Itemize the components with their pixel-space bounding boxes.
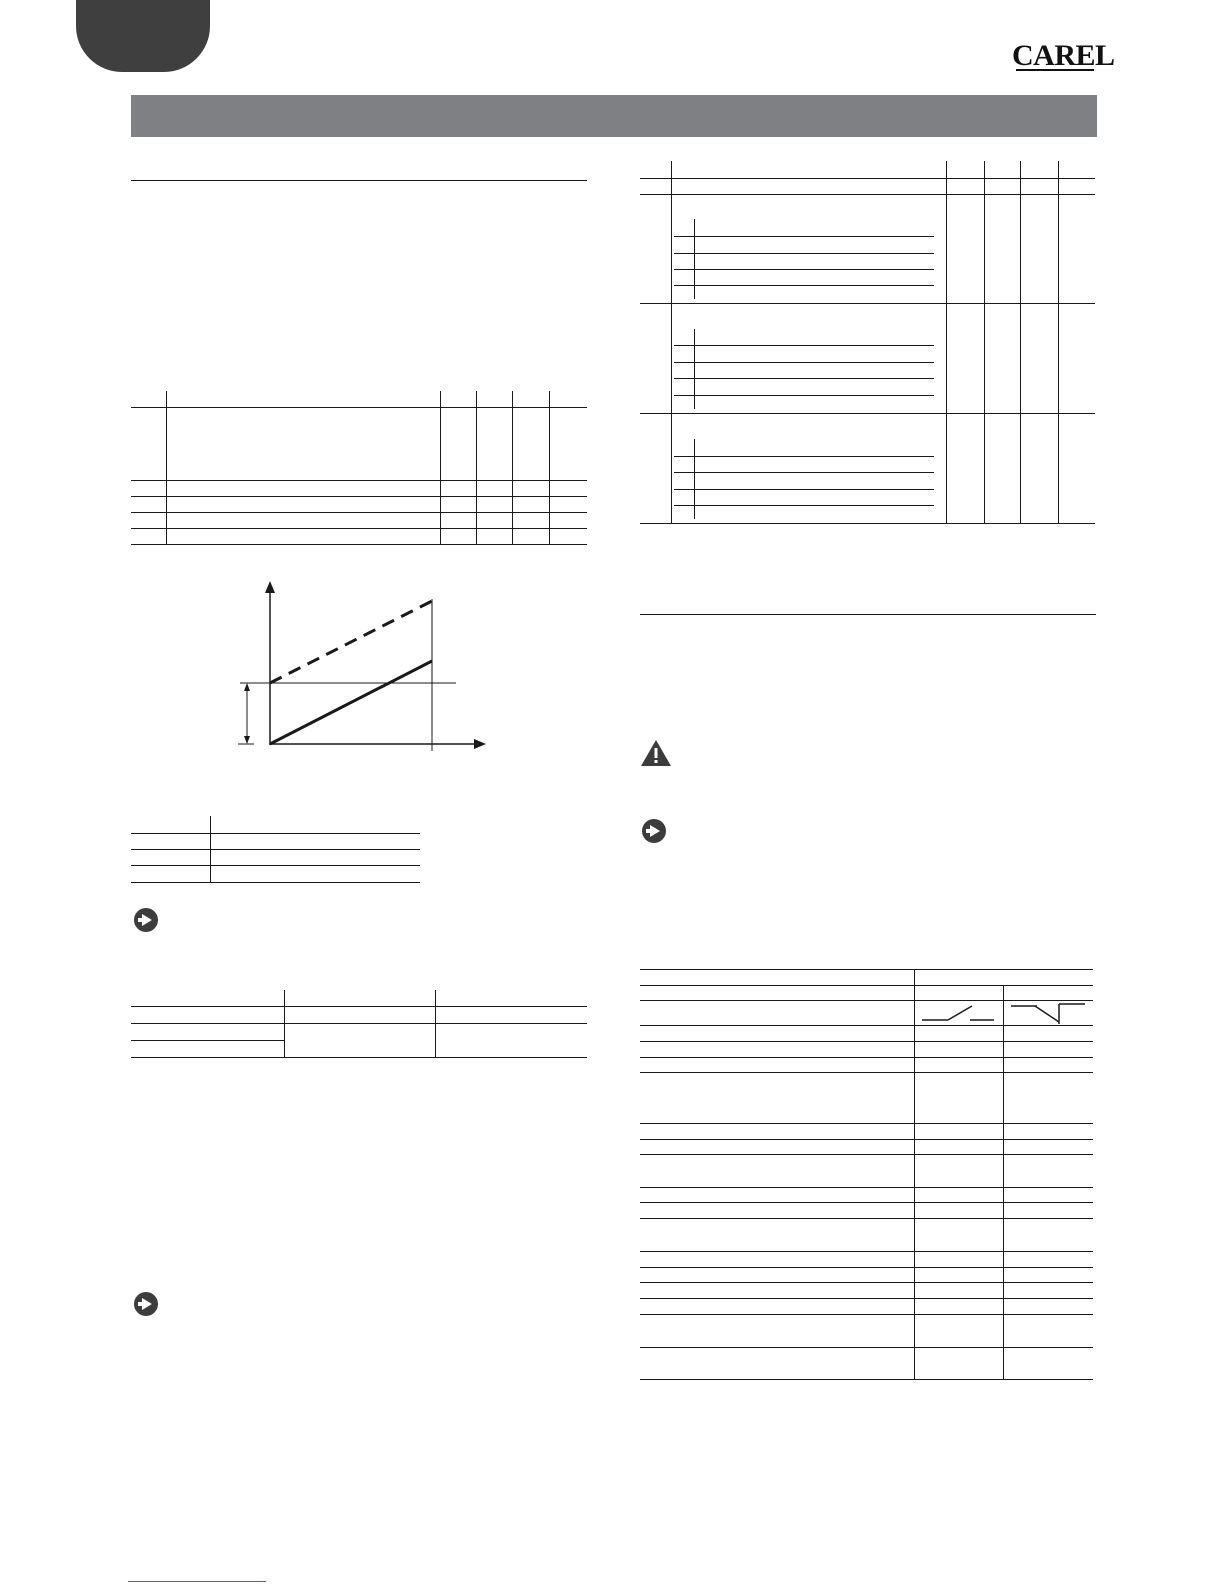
- table-rule: [640, 1314, 1093, 1315]
- table-col-divider: [1058, 161, 1059, 523]
- table-col-divider: [946, 161, 947, 523]
- dimension-arrow-top: [244, 683, 250, 691]
- table-rule: [131, 544, 587, 545]
- table-rule: [640, 1041, 1093, 1042]
- arrow-note-icon: [642, 819, 666, 843]
- dimension-arrow-bottom: [244, 736, 250, 744]
- table-col-divider: [166, 391, 167, 544]
- nested-divider: [694, 439, 695, 519]
- table-rule: [131, 1006, 587, 1007]
- table-col-divider: [435, 990, 436, 1057]
- table-col-divider: [1003, 985, 1004, 1379]
- table-rule: [640, 1000, 1093, 1001]
- table-col-divider: [914, 969, 915, 1379]
- nested-rule: [674, 345, 934, 346]
- arrow-note-icon: [134, 908, 158, 932]
- logo-underline: [1016, 69, 1094, 71]
- table-rule: [640, 1025, 1093, 1026]
- nested-rule: [674, 489, 934, 490]
- table-rule: [640, 1139, 1093, 1140]
- nested-rule: [674, 505, 934, 506]
- table-rule: [131, 865, 420, 866]
- table-rule: [640, 1267, 1093, 1268]
- table-rule: [131, 833, 420, 834]
- nested-divider: [694, 329, 695, 409]
- nested-rule: [674, 285, 934, 286]
- normally-open-contact-icon: [918, 1002, 998, 1024]
- table-col-divider: [1020, 161, 1021, 523]
- table-rule: [640, 1202, 1093, 1203]
- nested-divider: [694, 219, 695, 299]
- table-rule: [131, 480, 587, 481]
- nested-rule: [674, 472, 934, 473]
- table-col-divider: [671, 161, 672, 523]
- dashed-line: [270, 601, 432, 683]
- table-rule: [131, 496, 587, 497]
- table-rule: [640, 194, 1095, 195]
- table-rule: [131, 1023, 587, 1024]
- table-col-divider: [549, 391, 550, 544]
- y-axis-arrow: [265, 581, 275, 593]
- table-rule: [640, 985, 1093, 986]
- table-rule: [131, 882, 420, 883]
- table-rule: [640, 1072, 1093, 1073]
- table-col-divider: [210, 816, 211, 882]
- table-rule: [131, 512, 587, 513]
- table-rule: [131, 407, 587, 408]
- solid-line: [270, 661, 432, 744]
- nested-rule: [674, 362, 934, 363]
- section-rule-right: [640, 614, 1096, 615]
- table-rule: [640, 303, 1095, 304]
- table-rule: [640, 1154, 1093, 1155]
- normally-closed-contact-icon: [1007, 1002, 1089, 1024]
- table-rule: [640, 1379, 1093, 1380]
- table-rule: [640, 1218, 1093, 1219]
- table-rule: [640, 969, 1093, 970]
- table-col-divider: [440, 391, 441, 544]
- table-rule: [640, 1347, 1093, 1348]
- table-rule: [640, 413, 1095, 414]
- table-rule: [640, 523, 1095, 524]
- table-col-divider: [512, 391, 513, 544]
- table-rule: [640, 1282, 1093, 1283]
- table-rule: [131, 849, 420, 850]
- table-col-divider: [476, 391, 477, 544]
- warning-triangle-icon: [640, 739, 672, 767]
- table-rule: [131, 1057, 587, 1058]
- carel-logo: [1012, 38, 1115, 78]
- table-col-divider: [284, 990, 285, 1057]
- nested-rule: [674, 236, 934, 237]
- table-rule: [640, 1298, 1093, 1299]
- footer-link-underline[interactable]: [128, 1581, 266, 1582]
- table-col-divider: [984, 161, 985, 523]
- nested-rule: [674, 395, 934, 396]
- nested-rule: [674, 269, 934, 270]
- logo-wordmark: CAREL: [1012, 39, 1115, 72]
- table-rule: [131, 528, 587, 529]
- table-rule: [640, 178, 1095, 179]
- chapter-header-band: [131, 95, 1097, 137]
- table-rule: [640, 1251, 1093, 1252]
- nested-rule: [674, 456, 934, 457]
- table-rule: [640, 1057, 1093, 1058]
- table-rule: [131, 1040, 284, 1041]
- arrow-note-icon: [134, 1292, 158, 1316]
- table-rule: [640, 1123, 1093, 1124]
- section-rule-left: [131, 180, 587, 181]
- nested-rule: [674, 378, 934, 379]
- table-rule: [640, 1187, 1093, 1188]
- chapter-tab: [76, 0, 210, 72]
- x-axis-arrow: [474, 739, 486, 749]
- nested-rule: [674, 253, 934, 254]
- compensation-graph: [230, 575, 495, 765]
